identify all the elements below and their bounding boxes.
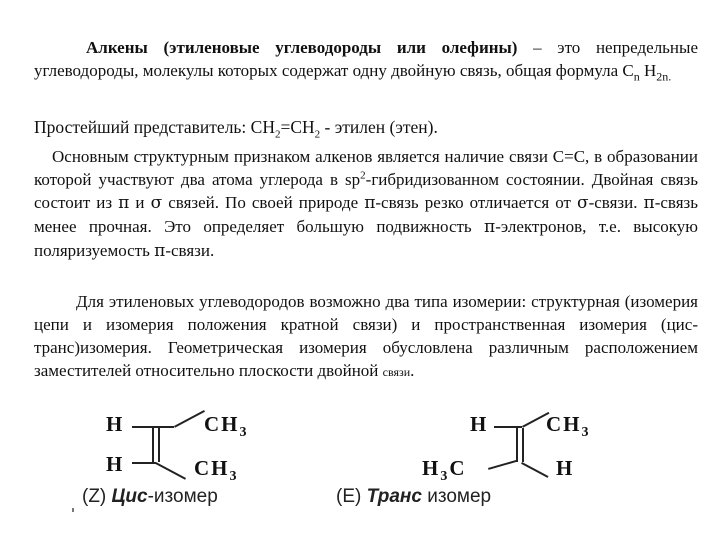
formula-sub-n: n xyxy=(633,69,640,84)
and-text: и xyxy=(129,193,151,212)
double-bond-line xyxy=(522,428,524,462)
paragraph-simplest xyxy=(34,116,698,139)
structure-text-6: -связь менее прочная. Это определяет большую подвижность xyxy=(34,193,698,236)
structure-text-5: -связи. xyxy=(588,193,644,212)
ethylene-ch2-b: =CH xyxy=(280,117,315,137)
bond xyxy=(155,462,186,480)
formula-sub-2n: 2n. xyxy=(656,69,672,84)
atom-h-bottom-right: H xyxy=(556,456,575,480)
structure-text-7: -электронов, т.е. высокую поляризуемость xyxy=(34,217,698,260)
structure-text-2: -гибридизованном состоянии. Двойная связь состоит из xyxy=(34,170,699,212)
structure-text-3: связей. По своей природе xyxy=(162,193,365,212)
ethylene-sub-a: 2 xyxy=(274,128,281,141)
cis-caption: (Z) Цис-изомер xyxy=(82,486,218,507)
structure-text-1: Основным структурным признаком алкенов является наличие связи С=С, в образовании которой участвуют два атома углерода в sp xyxy=(34,147,698,189)
paragraph-structure xyxy=(34,145,698,263)
structure-text-4: -связь резко отличается от xyxy=(375,193,577,212)
pi-symbol: π xyxy=(484,217,496,237)
sp2-sup: 2 xyxy=(360,169,366,182)
simplest-suffix: - этилен (этен). xyxy=(320,117,438,137)
definition-text: – это непредельные углеводороды, молекулы которых содержат одну двойную связь, общая формула C xyxy=(34,38,698,80)
bond xyxy=(174,410,205,428)
trans-caption: (E) Транс изомер xyxy=(336,486,492,507)
paragraph-isomerism xyxy=(34,290,698,384)
pi-symbol: π xyxy=(643,193,655,213)
atom-ch3-top-right: $CH_3$ xyxy=(546,412,591,441)
simplest-prefix: Простейший представитель: xyxy=(34,117,251,137)
double-bond-line xyxy=(158,428,160,462)
isomerism-end: . xyxy=(410,361,415,380)
isomerism-tail: связи xyxy=(382,365,411,379)
page-mark xyxy=(72,508,74,512)
paragraph-definition xyxy=(34,36,698,82)
sigma-symbol: σ xyxy=(150,193,163,213)
atom-ch3-bottom-right: $CH_3$ xyxy=(194,456,239,485)
ethylene-ch2-a: CH xyxy=(250,117,275,137)
cis-isomer-structure xyxy=(82,412,342,517)
formula-h: H xyxy=(639,61,657,80)
double-bond-line xyxy=(516,428,518,462)
double-bond-line xyxy=(152,428,154,462)
bond xyxy=(132,462,156,464)
atom-h-top-left: H xyxy=(106,412,125,436)
atom-h-bottom-left: H xyxy=(106,452,125,476)
sigma-symbol: σ xyxy=(576,193,589,213)
isomerism-text: Для этиленовых углеводородов возможно два типа изомерии: структурная (изомерия цепи и изомерия положения кратной связи) и пространственная изомерия (цис-транс)изомерия. Геометрическая изомерия обусловлена различным расположением заместителей относительно плоскости двойной xyxy=(34,292,698,380)
ethylene-sub-b: 2 xyxy=(314,128,321,141)
pi-symbol: π xyxy=(154,241,166,261)
structure-text-8: -связи. xyxy=(165,241,215,260)
atom-ch3-top-right: $CH_3$ xyxy=(204,412,249,441)
bond xyxy=(521,462,548,478)
pi-symbol: π xyxy=(364,193,376,213)
alkenes-title: Алкены (этиленовые углеводороды или олефины) xyxy=(86,38,518,57)
bond xyxy=(488,460,517,470)
atom-h3c-bottom-left: $H_3C$ xyxy=(422,456,467,485)
pi-symbol: π xyxy=(118,193,130,213)
atom-h-top-left: H xyxy=(470,412,489,436)
trans-isomer-structure xyxy=(336,412,612,517)
